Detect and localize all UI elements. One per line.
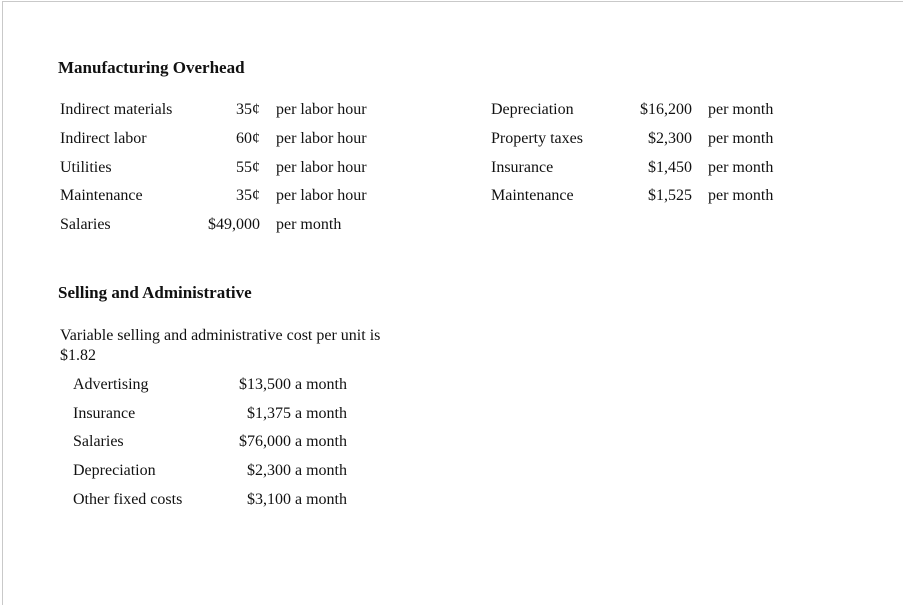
document-frame	[2, 1, 903, 605]
selling-item-label: Depreciation	[73, 462, 156, 479]
mfg-variable-label: Indirect materials	[60, 101, 173, 118]
mfg-variable-amount: 35¢	[236, 187, 260, 204]
mfg-fixed-unit: per month	[708, 130, 774, 147]
selling-item-amount: $2,300	[247, 462, 291, 479]
selling-item-unit: a month	[295, 376, 347, 393]
mfg-variable-label: Utilities	[60, 159, 112, 176]
mfg-variable-unit: per month	[276, 216, 342, 233]
mfg-variable-unit: per labor hour	[276, 187, 367, 204]
mfg-fixed-amount: $1,525	[648, 187, 692, 204]
mfg-variable-unit: per labor hour	[276, 159, 367, 176]
selling-item-unit: a month	[295, 433, 347, 450]
selling-item-label: Other fixed costs	[73, 491, 183, 508]
mfg-fixed-label: Depreciation	[491, 101, 574, 118]
selling-item-unit: a month	[295, 462, 347, 479]
selling-item-amount: $13,500	[239, 376, 291, 393]
selling-item-label: Advertising	[73, 376, 149, 393]
manufacturing-overhead-heading: Manufacturing Overhead	[58, 58, 245, 77]
mfg-fixed-label: Property taxes	[491, 130, 583, 147]
mfg-variable-amount: 35¢	[236, 101, 260, 118]
selling-item-amount: $3,100	[247, 491, 291, 508]
mfg-fixed-amount: $2,300	[648, 130, 692, 147]
selling-item-label: Insurance	[73, 405, 136, 422]
mfg-variable-unit: per labor hour	[276, 130, 367, 147]
mfg-variable-amount: $49,000	[208, 216, 260, 233]
mfg-fixed-label: Maintenance	[491, 187, 574, 204]
mfg-variable-label: Indirect labor	[60, 130, 147, 147]
selling-item-unit: a month	[295, 405, 347, 422]
selling-item-label: Salaries	[73, 433, 124, 450]
mfg-variable-amount: 60¢	[236, 130, 260, 147]
selling-item-unit: a month	[295, 491, 347, 508]
mfg-variable-label: Salaries	[60, 216, 111, 233]
mfg-variable-label: Maintenance	[60, 187, 143, 204]
mfg-variable-amount: 55¢	[236, 159, 260, 176]
selling-item-amount: $1,375	[247, 405, 291, 422]
mfg-fixed-unit: per month	[708, 101, 774, 118]
mfg-fixed-label: Insurance	[491, 159, 554, 176]
mfg-fixed-amount: $1,450	[648, 159, 692, 176]
mfg-fixed-unit: per month	[708, 187, 774, 204]
mfg-fixed-amount: $16,200	[640, 101, 692, 118]
variable-selling-cost-note: Variable selling and administrative cost per unit is $1.82	[60, 327, 381, 364]
mfg-variable-unit: per labor hour	[276, 101, 367, 118]
selling-item-amount: $76,000	[239, 433, 291, 450]
mfg-fixed-unit: per month	[708, 159, 774, 176]
selling-administrative-heading: Selling and Administrative	[58, 283, 252, 302]
